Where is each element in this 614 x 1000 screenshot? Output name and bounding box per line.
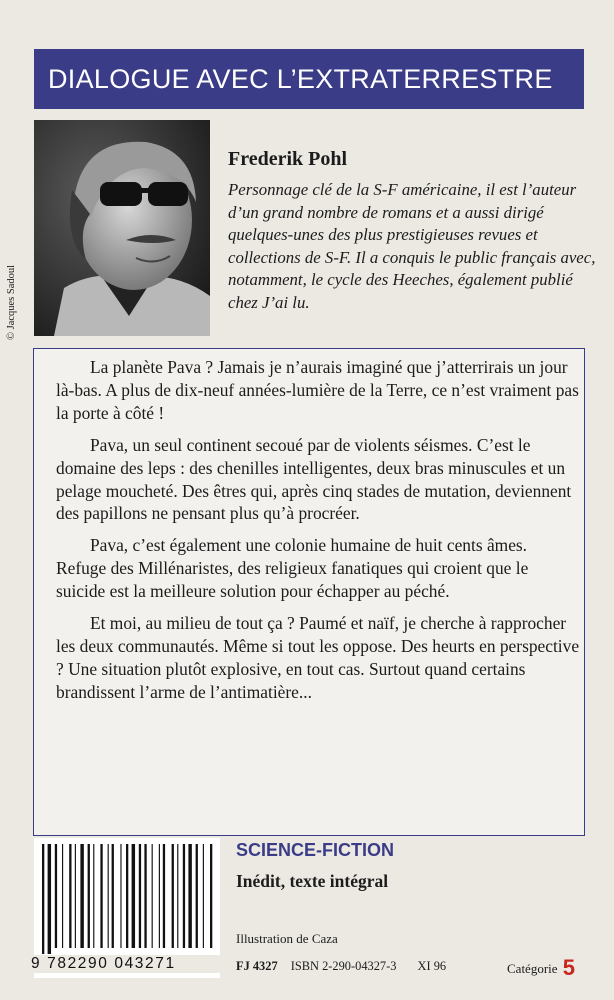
- print-date: XI 96: [417, 959, 447, 973]
- blurb: [56, 356, 581, 713]
- author-photo: [34, 120, 210, 336]
- isbn: ISBN 2-290-04327-3: [290, 959, 397, 973]
- author-portrait-icon: [34, 120, 210, 336]
- author-block: [228, 148, 600, 315]
- genre-label: SCIENCE-FICTION: [236, 840, 395, 860]
- blurb-paragraph: La planète Pava ? Jamais je n’aurais imaginé que j’atterrirais un jour là-bas. A plus de dix-neuf années-lumière de la Terre, ce n’est vraiment pas la porte à côté !: [56, 357, 579, 423]
- author-bio: Personnage clé de la S-F américaine, il est l’auteur d’un grand nombre de romans et a aussi dirigé quelques-unes des plus prestigieuses revues et collections de S-F. Il a conquis le public français avec, notamment, le cycle des Heeches, également publié chez J’ai lu.: [228, 180, 596, 312]
- edition-label: Inédit, texte intégral: [236, 871, 389, 891]
- blurb-paragraph: Et moi, au milieu de tout ça ? Paumé et naïf, je cherche à rapprocher les deux communautés. Même si tout les oppose. Des heurts en perspective ? Une situation plutôt explosive, en tout cas. Surtout quand certains brandissent l’arme de l’antimatière...: [56, 613, 580, 702]
- photo-credit: © Jacques Sadoul: [6, 264, 17, 340]
- barcode-icon: [34, 838, 220, 956]
- barcode-number: 9 782290 043271: [31, 955, 221, 973]
- category: [507, 955, 575, 981]
- category-number: 5: [562, 955, 576, 980]
- book-title: DIALOGUE AVEC L’EXTRATERRESTRE: [48, 63, 553, 94]
- category-label: Catégorie: [507, 961, 558, 976]
- author-name: Frederik Pohl: [228, 148, 348, 170]
- blurb-paragraph: Pava, un seul continent secoué par de violents séismes. C’est le domaine des leps : des chenilles intelligentes, deux bras minuscules et un pelage moucheté. Des êtres qui, après cinq stades de mutation, deviennent des papillons ne pensant plus qu’à procréer.: [56, 434, 572, 524]
- illustration-credit: Illustration de Caza: [236, 931, 338, 946]
- catalog-code: FJ 4327: [236, 959, 278, 973]
- blurb-paragraph: Pava, c’est également une colonie humaine de huit cents âmes. Refuge des Millénaristes, des religieux fanatiques qui croient que le suicide est la meilleure solution pour échapper au péché.: [56, 535, 529, 602]
- book-title-banner: [34, 49, 584, 109]
